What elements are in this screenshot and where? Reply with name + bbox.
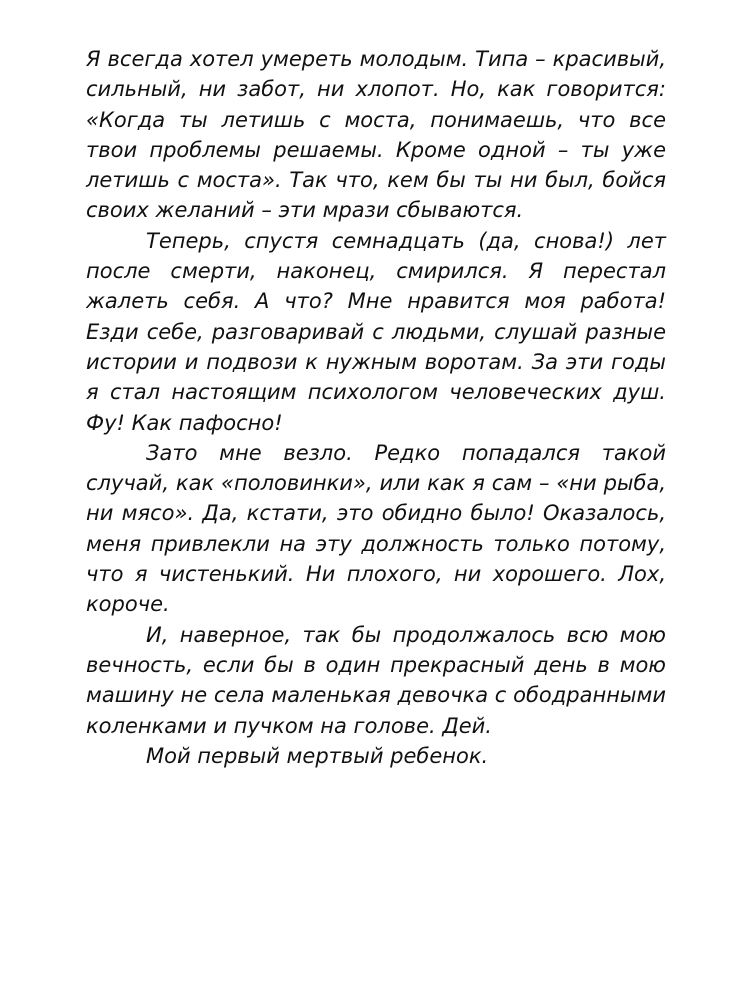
paragraph-5: Мой первый мертвый ребенок. <box>146 743 489 768</box>
book-page-text <box>86 44 666 771</box>
paragraph-3: Зато мне везло. Редко попадался такой случай, как «половинки», или как я сам – «ни рыба, ни мясо». Да, кстати, это обидно было! Оказалось, меня привлекли на эту должность только потому, что я чистенький. Ни плохого, ни хорошего. Лох, короче. <box>86 440 666 617</box>
paragraph-1: Я всегда хотел умереть молодым. Типа – красивый, сильный, ни забот, ни хлопот. Но, как говорится: «Когда ты летишь с моста, понимаешь, что все твои проблемы решаемы. Кроме одной – ты уже летишь с моста». Так что, кем бы ты ни был, бойся своих желаний – эти мрази сбываются. <box>86 47 666 223</box>
paragraph-4: И, наверное, так бы продолжалось всю мою вечность, если бы в один прекрасный день в мою машину не села маленькая девочка с ободранными коленками и пучком на голове. Дей. <box>86 622 666 738</box>
paragraph-2: Теперь, спустя семнадцать (да, снова!) лет после смерти, наконец, смирился. Я перестал жалеть себя. А что? Мне нравится моя работа! Езди себе, разговаривай с людьми, слушай разные истории и подвози к нужным воротам. За эти годы я стал настоящим психологом человеческих душ. Фу! Как пафосно! <box>86 228 666 435</box>
